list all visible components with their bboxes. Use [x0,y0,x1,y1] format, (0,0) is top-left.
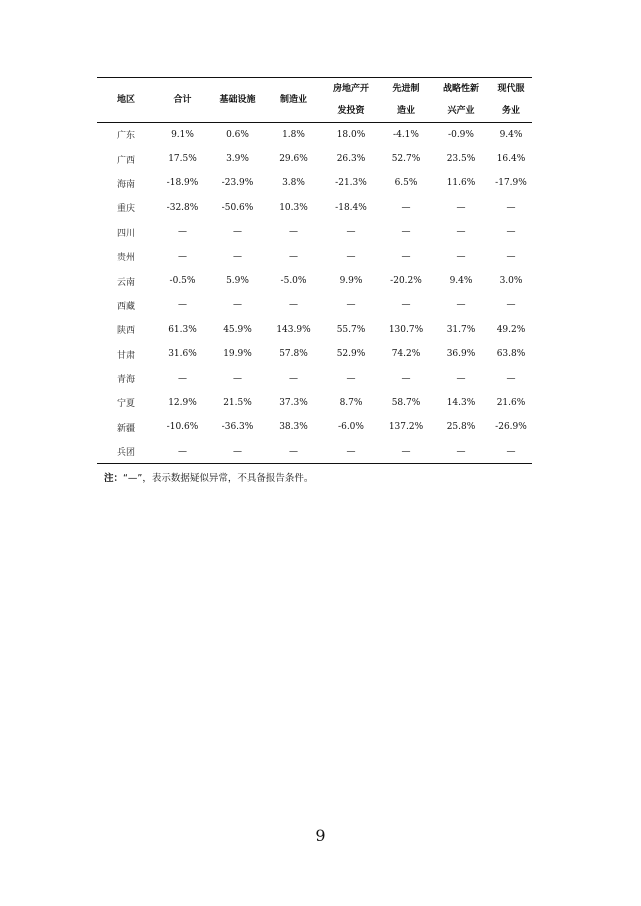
value-cell: 29.6% [279,154,308,165]
value-cell: — [178,373,187,384]
value-cell: -5.0% [280,276,307,287]
region-cell: 西藏 [116,301,135,312]
value-cell: -18.9% [166,178,199,189]
value-cell: — [265,440,322,464]
value-cell: -32.8% [166,202,199,213]
value-cell: 137.2% [388,422,424,433]
value-cell: 36.9% [446,349,476,360]
value-cell: 0.6% [226,129,249,140]
value-cell: 57.8% [279,349,308,360]
table-note [104,470,313,484]
value-cell: 31.6% [168,349,197,360]
table-row [97,196,532,220]
value-cell: 3.0% [499,276,523,287]
value-cell: — [346,251,356,262]
value-cell: 1.8% [282,129,305,140]
value-cell: 21.5% [223,397,252,408]
value-cell: 38.3% [279,422,308,433]
value-cell: — [401,227,411,238]
value-cell: — [506,227,516,238]
value-cell: 14.3% [446,397,476,408]
value-cell: 9.9% [339,276,363,287]
value-cell: -0.9% [448,129,474,140]
value-cell: 10.3% [279,202,308,213]
value-cell: 143.9% [276,324,311,335]
column-header: 合计 [155,78,210,123]
value-cell: — [456,373,466,384]
value-cell: 9.4% [449,276,473,287]
region-cell: 陕西 [116,326,135,337]
value-cell: 55.7% [336,324,366,335]
value-cell: -10.6% [166,422,199,433]
value-cell: 3.9% [226,154,249,165]
value-cell: 23.5% [446,154,476,165]
column-header: 基础设施 [210,78,265,123]
value-cell: — [155,440,210,464]
note-text: “—”，表示数据疑似异常，不具备报告条件。 [123,473,314,484]
region-cell: 四川 [116,228,135,239]
value-cell: 9.1% [171,129,194,140]
column-header: 地区 [97,78,155,123]
column-header: 制造业 [265,78,322,123]
region-cell: 重庆 [116,204,135,215]
page-number: 9 [315,826,326,845]
table-row [97,391,532,415]
value-cell: — [432,440,490,464]
value-cell: — [289,251,298,262]
value-cell: 74.2% [391,349,421,360]
region-cell: 青海 [116,375,135,386]
value-cell: — [506,202,516,213]
table-row [97,171,532,195]
value-cell: 19.9% [223,349,252,360]
value-cell: — [380,440,432,464]
column-header: 先进制 造业 [380,78,432,123]
value-cell: — [506,373,516,384]
table-row [97,244,532,268]
value-cell: -17.9% [495,178,527,189]
value-cell: — [401,300,411,311]
value-cell: -21.3% [335,178,367,189]
value-cell: — [456,202,466,213]
value-cell: 17.5% [168,154,197,165]
value-cell: — [210,440,265,464]
table-row [97,293,532,317]
value-cell: — [346,300,356,311]
value-cell: 16.4% [496,154,526,165]
value-cell: — [233,300,242,311]
table-body [97,123,532,464]
value-cell: — [346,227,356,238]
value-cell: — [233,251,242,262]
value-cell: -26.9% [495,422,527,433]
value-cell: 12.9% [168,397,197,408]
value-cell: 26.3% [336,154,366,165]
table-row [97,318,532,342]
table-header-row [97,78,532,123]
value-cell: — [233,373,242,384]
value-cell: -4.1% [393,129,419,140]
column-header: 现代服 务业 [490,78,532,123]
value-cell: -36.3% [221,422,254,433]
value-cell: — [178,300,187,311]
value-cell: -18.4% [335,202,367,213]
value-cell: — [322,440,380,464]
value-cell: 58.7% [391,397,421,408]
column-header: 房地产开 发投资 [322,78,380,123]
value-cell: 130.7% [388,324,424,335]
value-cell: 31.7% [446,324,476,335]
value-cell: 61.3% [168,324,197,335]
value-cell: — [456,227,466,238]
value-cell: -0.5% [169,276,196,287]
value-cell: -50.6% [221,202,254,213]
region-cell: 云南 [116,277,135,288]
table-row [97,440,532,464]
region-cell: 甘肃 [116,350,135,361]
value-cell: 11.6% [446,178,476,189]
value-cell: -23.9% [221,178,254,189]
region-cell: 宁夏 [116,399,135,410]
value-cell: — [401,373,411,384]
value-cell: — [506,300,516,311]
value-cell: 8.7% [339,397,363,408]
value-cell: -6.0% [338,422,364,433]
table-row [97,147,532,171]
table-row [97,366,532,390]
value-cell: — [289,373,298,384]
value-cell: — [456,251,466,262]
value-cell: — [401,202,411,213]
value-cell: 3.8% [282,178,305,189]
table-row [97,415,532,439]
value-cell: — [490,440,532,464]
value-cell: 63.8% [496,349,526,360]
value-cell: 49.2% [496,324,526,335]
value-cell: -20.2% [390,276,422,287]
value-cell: 52.7% [391,154,421,165]
region-cell: 新疆 [116,423,135,434]
value-cell: 37.3% [279,397,308,408]
region-cell: 贵州 [116,253,135,264]
region-cell: 广西 [116,155,135,166]
investment-growth-table [97,77,532,464]
value-cell: 25.8% [446,422,476,433]
region-cell: 兵团 [97,440,155,464]
table-row [97,220,532,244]
value-cell: 45.9% [223,324,252,335]
table-row [97,123,532,147]
value-cell: 21.6% [496,397,526,408]
note-label: 注： [104,473,124,484]
value-cell: 6.5% [394,178,418,189]
value-cell: — [178,227,187,238]
region-cell: 海南 [116,179,135,190]
value-cell: — [456,300,466,311]
value-cell: — [289,227,298,238]
value-cell: 18.0% [336,129,366,140]
value-cell: 52.9% [336,349,366,360]
value-cell: — [346,373,356,384]
table-row [97,269,532,293]
value-cell: — [506,251,516,262]
value-cell: 5.9% [226,276,249,287]
value-cell: — [233,227,242,238]
column-header: 战略性新 兴产业 [432,78,490,123]
value-cell: — [178,251,187,262]
region-cell: 广东 [116,131,135,142]
value-cell: 9.4% [499,129,523,140]
value-cell: — [401,251,411,262]
table-row [97,342,532,366]
value-cell: — [289,300,298,311]
